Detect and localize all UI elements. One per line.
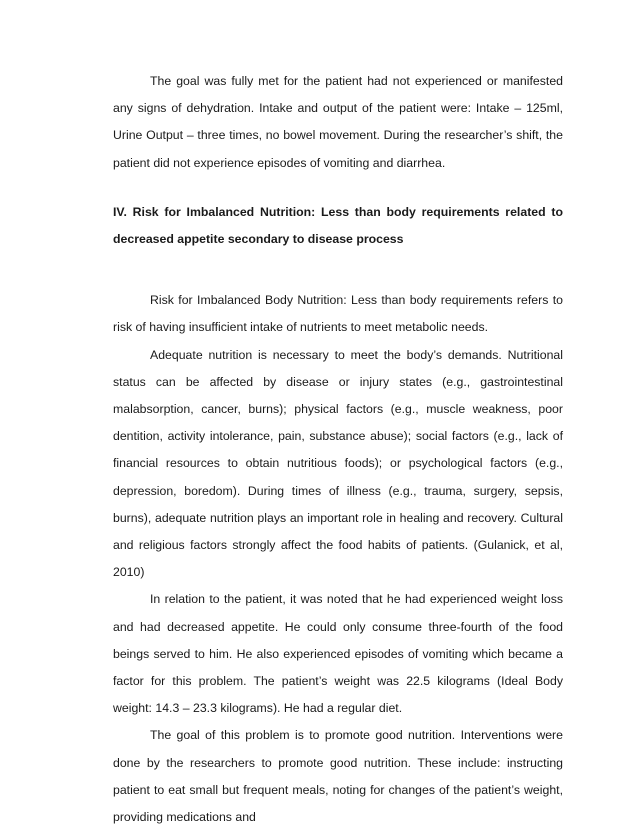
paragraph-goal-nutrition: The goal of this problem is to promote good nutrition. Interventions were done by the researchers to promote good nutrition. These include: instructing patient to eat small but frequent meals, noting for changes of the patient’s weight, providing medications and [113,728,563,825]
paragraph-patient-relation: In relation to the patient, it was noted that he had experienced weight loss and had decreased appetite. He could only consume three-fourth of the food beings served to him. He also experienced episodes of vomiting which became a factor for this problem. The patient’s weight was 22.5 kilograms (Ideal Body weight: 14.3 – 23.3 kilograms). He had a regular diet. [113,592,563,716]
paragraph-goal-dehydration: The goal was fully met for the patient had not experienced or manifested any signs of dehydration. Intake and output of the patient were: Intake – 125ml, Urine Output – three times, no bowel movement. During the researcher’s shift, the patient did not experience episodes of vomiting and diarrhea. [113,74,563,170]
section-heading-risk-imbalanced-nutrition: IV. Risk for Imbalanced Nutrition: Less than body requirements related to decreased appetite secondary to disease process [113,204,563,247]
document-body [113,68,563,831]
paragraph-definition: Risk for Imbalanced Body Nutrition: Less than body requirements refers to risk of having insufficient intake of nutrients to meet metabolic needs. [113,293,563,335]
paragraph-adequate-nutrition: Adequate nutrition is necessary to meet the body’s demands. Nutritional status can be affected by disease or injury states (e.g., gastrointestinal malabsorption, cancer, burns); physical factors (e.g., muscle weakness, poor dentition, activity intolerance, pain, substance abuse); social factors (e.g., lack of financial resources to obtain nutritious foods); or psychological factors (e.g., depression, boredom). During times of illness (e.g., trauma, surgery, sepsis, burns), adequate nutrition plays an important role in healing and recovery. Cultural and religious factors strongly affect the food habits of patients. (Gulanick, et al, 2010) [113,347,563,580]
